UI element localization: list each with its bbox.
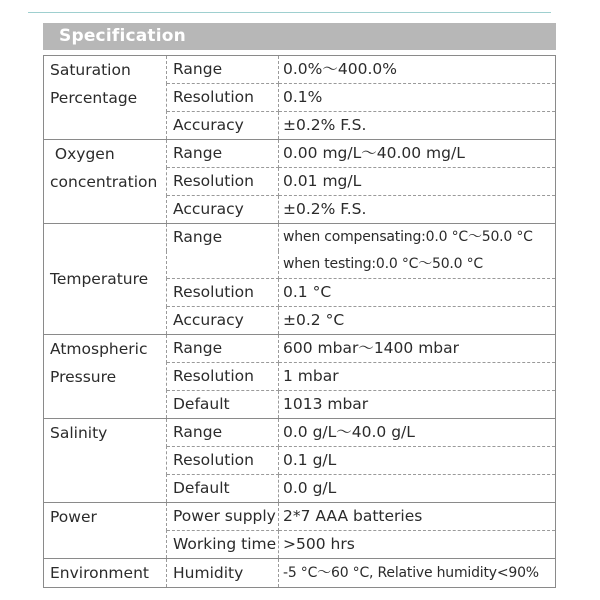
table-row xyxy=(44,503,556,531)
param-value: 0.0 g/L xyxy=(279,475,556,503)
category-environment: Environment xyxy=(44,559,167,588)
param-value: 2*7 AAA batteries xyxy=(279,503,556,531)
param-value: ±0.2% F.S. xyxy=(279,112,556,140)
param-name: Range xyxy=(167,140,279,168)
param-value: 1 mbar xyxy=(279,363,556,391)
param-name: Accuracy xyxy=(167,196,279,224)
category-salinity: Salinity xyxy=(44,419,167,503)
param-name: Resolution xyxy=(167,279,279,307)
category-saturation: Saturation Percentage xyxy=(44,56,167,140)
param-name: Default xyxy=(167,475,279,503)
category-temperature: Temperature xyxy=(44,224,167,335)
spec-title: Specification xyxy=(59,26,186,46)
table-row xyxy=(44,224,556,252)
spec-header xyxy=(43,23,556,50)
param-name: Accuracy xyxy=(167,112,279,140)
param-value: when compensating:0.0 °C～50.0 °C xyxy=(279,224,556,252)
category-pressure: Atmospheric Pressure xyxy=(44,335,167,419)
param-name: Range xyxy=(167,56,279,84)
table-row xyxy=(44,56,556,84)
top-divider xyxy=(28,12,551,13)
param-value: ±0.2 °C xyxy=(279,307,556,335)
param-value: 0.01 mg/L xyxy=(279,168,556,196)
param-value: 0.1 g/L xyxy=(279,447,556,475)
param-name: Humidity xyxy=(167,559,279,588)
param-name: Accuracy xyxy=(167,307,279,335)
category-oxygen: Oxygen concentration xyxy=(44,140,167,224)
param-name: Resolution xyxy=(167,363,279,391)
param-value: when testing:0.0 °C～50.0 °C xyxy=(279,251,556,279)
param-name: Range xyxy=(167,335,279,363)
param-name: Range xyxy=(167,224,279,279)
param-value: 0.0%～400.0% xyxy=(279,56,556,84)
param-value: 0.00 mg/L～40.00 mg/L xyxy=(279,140,556,168)
spec-table xyxy=(43,55,556,588)
param-value: ±0.2% F.S. xyxy=(279,196,556,224)
param-name: Resolution xyxy=(167,168,279,196)
param-name: Resolution xyxy=(167,447,279,475)
table-row xyxy=(44,140,556,168)
param-name: Power supply xyxy=(167,503,279,531)
param-name: Default xyxy=(167,391,279,419)
param-value: 600 mbar～1400 mbar xyxy=(279,335,556,363)
param-value: 0.0 g/L～40.0 g/L xyxy=(279,419,556,447)
table-row xyxy=(44,335,556,363)
param-name: Working time xyxy=(167,531,279,559)
param-value: >500 hrs xyxy=(279,531,556,559)
param-value: -5 °C～60 °C, Relative humidity<90% xyxy=(279,559,556,588)
category-power: Power xyxy=(44,503,167,559)
param-name: Range xyxy=(167,419,279,447)
param-value: 0.1 °C xyxy=(279,279,556,307)
param-name: Resolution xyxy=(167,84,279,112)
table-row xyxy=(44,559,556,588)
param-value: 0.1% xyxy=(279,84,556,112)
table-row xyxy=(44,419,556,447)
param-value: 1013 mbar xyxy=(279,391,556,419)
